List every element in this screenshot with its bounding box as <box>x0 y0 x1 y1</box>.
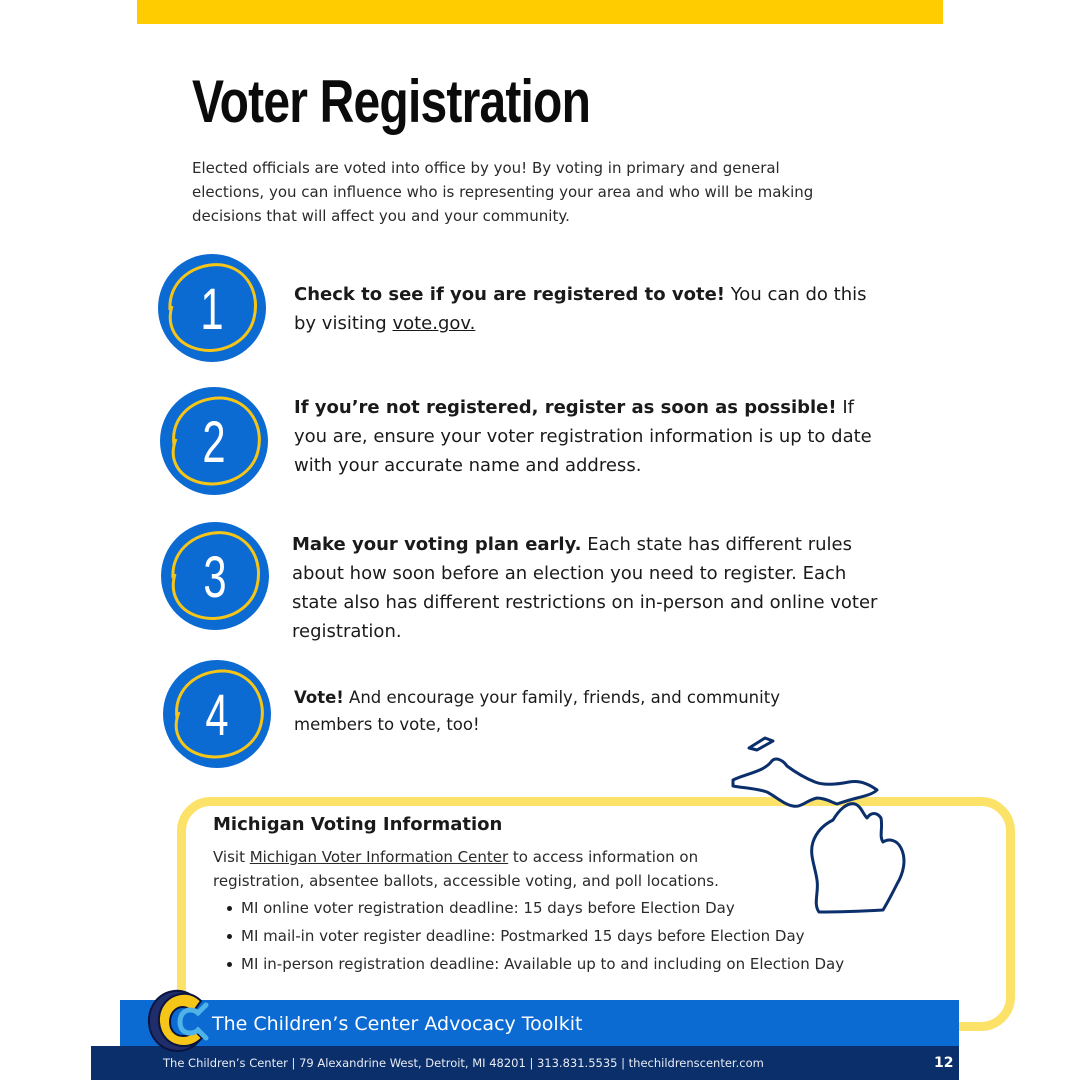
step-1-text <box>294 280 884 338</box>
info-description <box>213 845 773 893</box>
info-desc-suffix: to access information on registration, absentee ballots, accessible voting, and poll locations. <box>213 848 719 890</box>
step-4-body: And encourage your family, friends, and community members to vote, too! <box>294 688 780 734</box>
list-item: MI online voter registration deadline: 15 days before Election Day <box>213 894 844 922</box>
list-item: MI mail-in voter register deadline: Postmarked 15 days before Election Day <box>213 922 844 950</box>
step-3-circle <box>159 520 271 632</box>
step-1-bold: Check to see if you are registered to vote! <box>294 284 725 305</box>
step-3-number: 3 <box>203 544 227 610</box>
vote-gov-link[interactable]: vote.gov. <box>392 313 476 334</box>
step-4-text <box>294 684 854 738</box>
step-1-circle <box>156 252 268 364</box>
top-accent-bar <box>137 0 943 24</box>
michigan-voter-info-link[interactable]: Michigan Voter Information Center <box>249 848 509 866</box>
step-4-circle <box>161 658 273 770</box>
step-2-number: 2 <box>202 409 226 475</box>
step-2-body: If you are, ensure your voter registration information is up to date with your accurate name and address. <box>294 397 872 476</box>
step-4-bold: Vote! <box>294 688 344 707</box>
step-1-number: 1 <box>200 276 224 342</box>
page-number: 12 <box>934 1055 954 1071</box>
footer-address: The Children’s Center | 79 Alexandrine West, Detroit, MI 48201 | 313.831.5535 | thechildrenscenter.com <box>163 1056 764 1070</box>
childrens-center-logo <box>146 985 212 1055</box>
step-2-text <box>294 393 884 480</box>
deadline-list <box>213 894 844 978</box>
footer-title: The Children’s Center Advocacy Toolkit <box>212 1013 583 1035</box>
step-3-body: Each state has different rules about how soon before an election you need to register. Each state also has different restrictions on in-person and online voter registration. <box>292 534 878 642</box>
info-desc-prefix: Visit <box>213 848 250 866</box>
intro-paragraph: Elected officials are voted into office by you! By voting in primary and general elections, you can influence who is representing your area and who will be making decisions that will affect you and your community. <box>192 159 814 225</box>
step-2-circle <box>158 385 270 497</box>
step-3-bold: Make your voting plan early. <box>292 534 582 555</box>
step-2-bold: If you’re not registered, register as soon as possible! <box>294 397 837 418</box>
step-4-number: 4 <box>205 682 229 748</box>
info-title: Michigan Voting Information <box>213 814 503 835</box>
step-1-body: You can do this by visiting <box>294 284 867 334</box>
list-item: MI in-person registration deadline: Available up to and including on Election Day <box>213 950 844 978</box>
page-title: Voter Registration <box>192 68 591 135</box>
step-3-text <box>292 530 882 646</box>
